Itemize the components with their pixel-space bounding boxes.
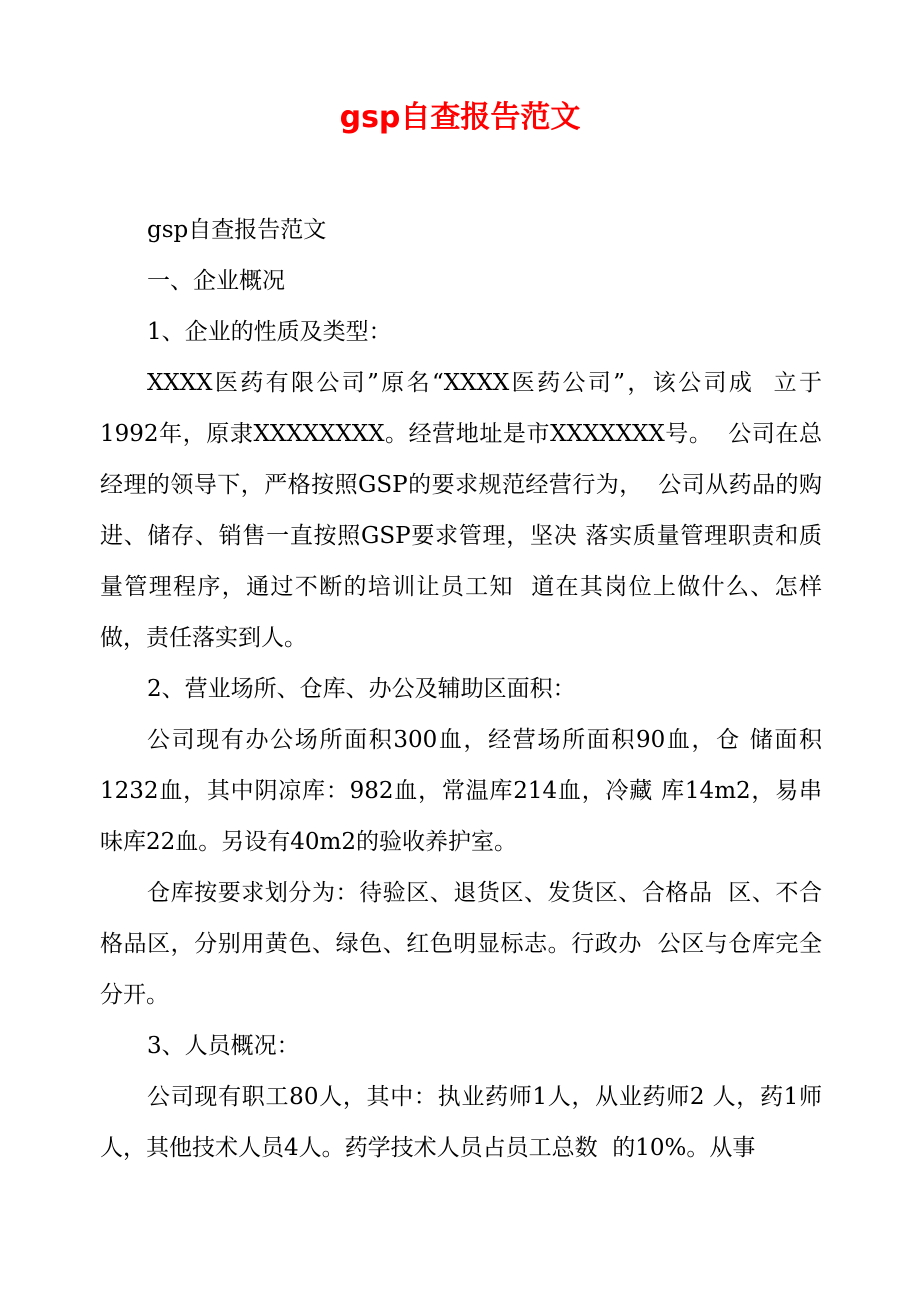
subsection-heading-nature-type: 1、企业的性质及类型： bbox=[147, 319, 392, 345]
paragraph-subtitle: gsp自查报告范文 bbox=[147, 217, 327, 243]
paragraph-company-intro: XXXX医药有限公司”原名“XXXX医药公司”，该公司成 立于1992年，原隶XXXXXXXX。经营地址是市XXXXXXX号。 公司在总经理的领导下，严格按照GSP的要求规范经营行为， 公司从药品的购进、储存、销售一直按照GSP要求管理，坚决 落实质量管理职责和质量管理程序，通过不断的培训让员工知 道在其岗位上做什么、怎样做，责任落实到人。 bbox=[100, 370, 822, 651]
document-title: gsp自查报告范文 bbox=[339, 100, 581, 135]
paragraph-area-details: 公司现有办公场所面积300血，经营场所面积90血，仓 储面积1232血，其中阴凉库：982血，常温库214血，冷藏 库14m2，易串味库22血。另设有40m2的验收养护室。 bbox=[100, 727, 822, 855]
document-body bbox=[100, 205, 822, 1174]
paragraph-warehouse-zones: 仓库按要求划分为：待验区、退货区、发货区、合格品 区、不合格品区，分别用黄色、绿色、红色明显标志。行政办 公区与仓库完全分开。 bbox=[100, 880, 822, 1008]
section-heading-enterprise-overview: 一、企业概况 bbox=[147, 268, 285, 294]
subsection-heading-area: 2、营业场所、仓库、办公及辅助区面积： bbox=[147, 676, 576, 702]
paragraph-staff-details: 公司现有职工80人，其中：执业药师1人，从业药师2 人，药1师人，其他技术人员4人。药学技术人员占员工总数 的10%。从事 bbox=[100, 1084, 822, 1161]
subsection-heading-staff: 3、人员概况： bbox=[147, 1033, 300, 1059]
